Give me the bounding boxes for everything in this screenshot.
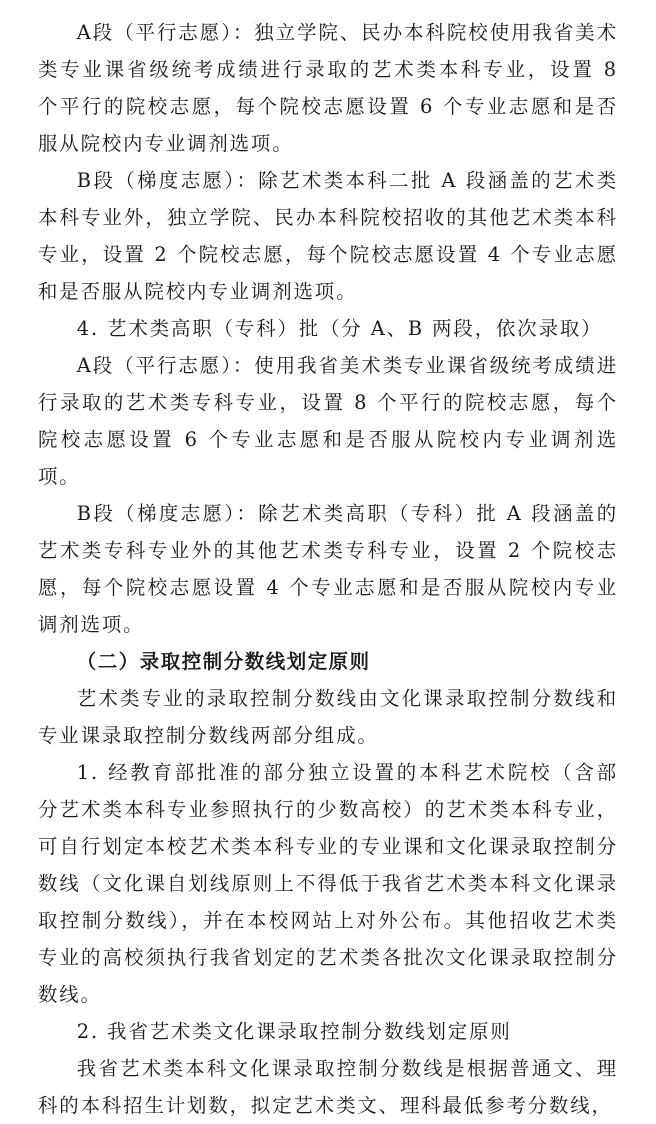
paragraph-b-segment-private-undergrad: B段（梯度志愿）：除艺术类本科二批 A 段涵盖的艺术类本科专业外，独立学院、民办本科院校招收的其他艺术类本科专业，设置 2 个院校志愿，每个院校志愿设置 4 个专业志愿和是否服从院校内专业调剂选项。 <box>38 169 618 303</box>
document-body <box>38 14 618 1124</box>
paragraph-a-segment-vocational: A段（平行志愿）：使用我省美术类专业课省级统考成绩进行录取的艺术类专科专业，设置 8 个平行的院校志愿，每个院校志愿设置 6 个专业志愿和是否服从院校内专业调剂选项。 <box>38 354 618 488</box>
paragraph-provincial-principle-title: 2. 我省艺术类文化课录取控制分数线划定原则 <box>76 1020 512 1043</box>
paragraph-a-segment-private-undergrad: A段（平行志愿）：独立学院、民办本科院校使用我省美术类专业课省级统考成绩进行录取的艺术类本科专业，设置 8 个平行的院校志愿，每个院校志愿设置 6 个专业志愿和是否服从院校内专业调剂选项。 <box>38 21 618 155</box>
paragraph-b-segment-vocational: B段（梯度志愿）：除艺术类高职（专科）批 A 段涵盖的艺术类专科专业外的其他艺术类专科专业，设置 2 个院校志愿，每个院校志愿设置 4 个专业志愿和是否服从院校内专业调剂选项。 <box>38 502 618 636</box>
section-heading-score-line-principles: （二）录取控制分数线划定原则 <box>76 650 371 673</box>
paragraph-provincial-principle-body: 我省艺术类本科文化课录取控制分数线是根据普通文、理科的本科招生计划数，拟定艺术类文、理科最低参考分数线， <box>38 1057 618 1117</box>
paragraph-score-line-composition: 艺术类专业的录取控制分数线由文化课录取控制分数线和专业课录取控制分数线两部分组成。 <box>38 687 618 747</box>
paragraph-independent-art-colleges: 1. 经教育部批准的部分独立设置的本科艺术院校（含部分艺术类本科专业参照执行的少数高校）的艺术类本科专业，可自行划定本校艺术类本科专业的专业课和文化课录取控制分数线（文化课自划线原则上不得低于我省艺术类本科文化课录取控制分数线），并在本校网站上对外公布。其他招收艺术类专业的高校须执行我省划定的艺术类各批次文化课录取控制分数线。 <box>38 761 618 1006</box>
paragraph-vocational-batch-title: 4. 艺术类高职（专科）批（分 A、B 两段，依次录取） <box>76 317 603 340</box>
